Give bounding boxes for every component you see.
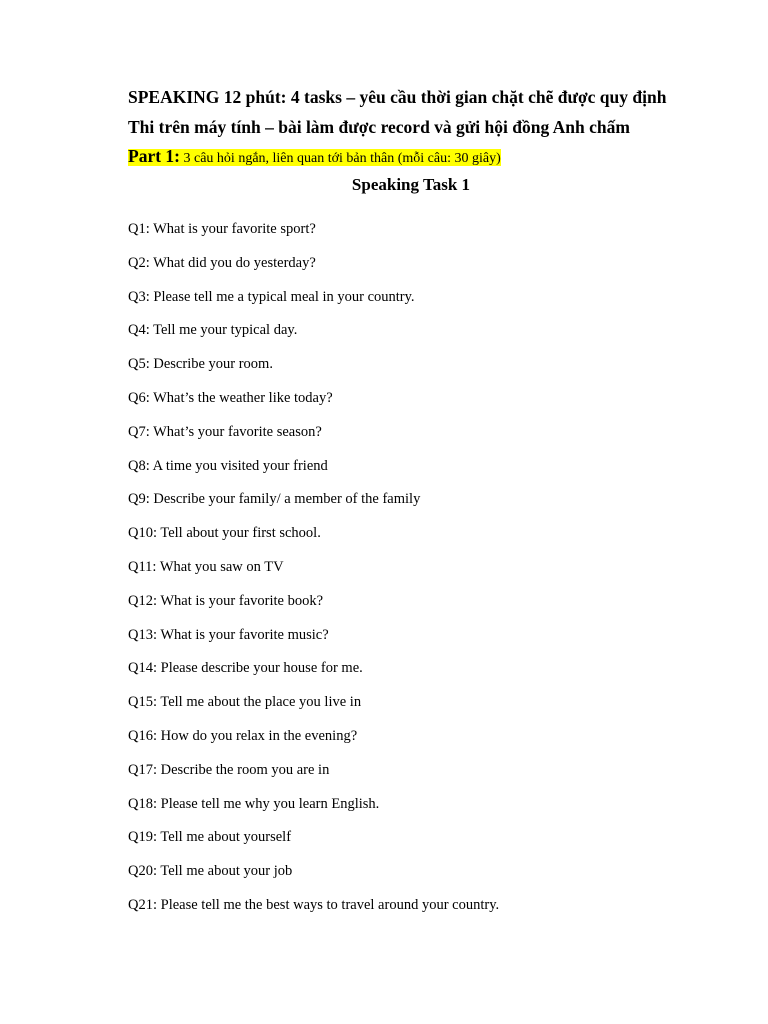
heading-computer-test: Thi trên máy tính – bài làm được record và gửi hội đồng Anh chấm xyxy=(128,117,630,137)
question-item: Q12: What is your favorite book? xyxy=(128,592,324,609)
part-1-label: Part 1: xyxy=(128,146,180,166)
question-item: Q4: Tell me your typical day. xyxy=(128,322,298,339)
question-item: Q18: Please tell me why you learn English. xyxy=(128,795,380,812)
question-item: Q21: Please tell me the best ways to travel around your country. xyxy=(128,896,500,913)
question-item: Q7: What’s your favorite season? xyxy=(128,423,322,440)
question-item: Q17: Describe the room you are in xyxy=(128,761,330,778)
question-item: Q1: What is your favorite sport? xyxy=(128,221,316,237)
question-item: Q9: Describe your family/ a member of the family xyxy=(128,491,421,508)
question-item: Q3: Please tell me a typical meal in your country. xyxy=(128,288,415,305)
question-item: Q8: A time you visited your friend xyxy=(128,457,328,474)
question-item: Q15: Tell me about the place you live in xyxy=(128,694,362,711)
heading-speaking-time: SPEAKING 12 phút: 4 tasks – yêu cầu thời gian chặt chẽ được quy định xyxy=(128,87,667,107)
question-item: Q20: Tell me about your job xyxy=(128,863,293,880)
question-item: Q10: Tell about your first school. xyxy=(128,525,321,542)
part-1-line xyxy=(128,146,501,169)
part-1-highlight xyxy=(128,146,501,166)
question-item: Q6: What’s the weather like today? xyxy=(128,389,333,406)
question-list xyxy=(128,219,499,929)
question-item: Q2: What did you do yesterday? xyxy=(128,254,316,271)
part-1-description: 3 câu hỏi ngắn, liên quan tới bản thân (mỗi câu: 30 giây) xyxy=(180,151,501,166)
question-item: Q19: Tell me about yourself xyxy=(128,829,292,846)
question-item: Q11: What you saw on TV xyxy=(128,558,284,575)
question-item: Q13: What is your favorite music? xyxy=(128,626,329,643)
task-title: Speaking Task 1 xyxy=(351,175,471,194)
question-item: Q14: Please describe your house for me. xyxy=(128,660,363,677)
question-item: Q5: Describe your room. xyxy=(128,356,273,373)
question-item: Q16: How do you relax in the evening? xyxy=(128,727,358,744)
